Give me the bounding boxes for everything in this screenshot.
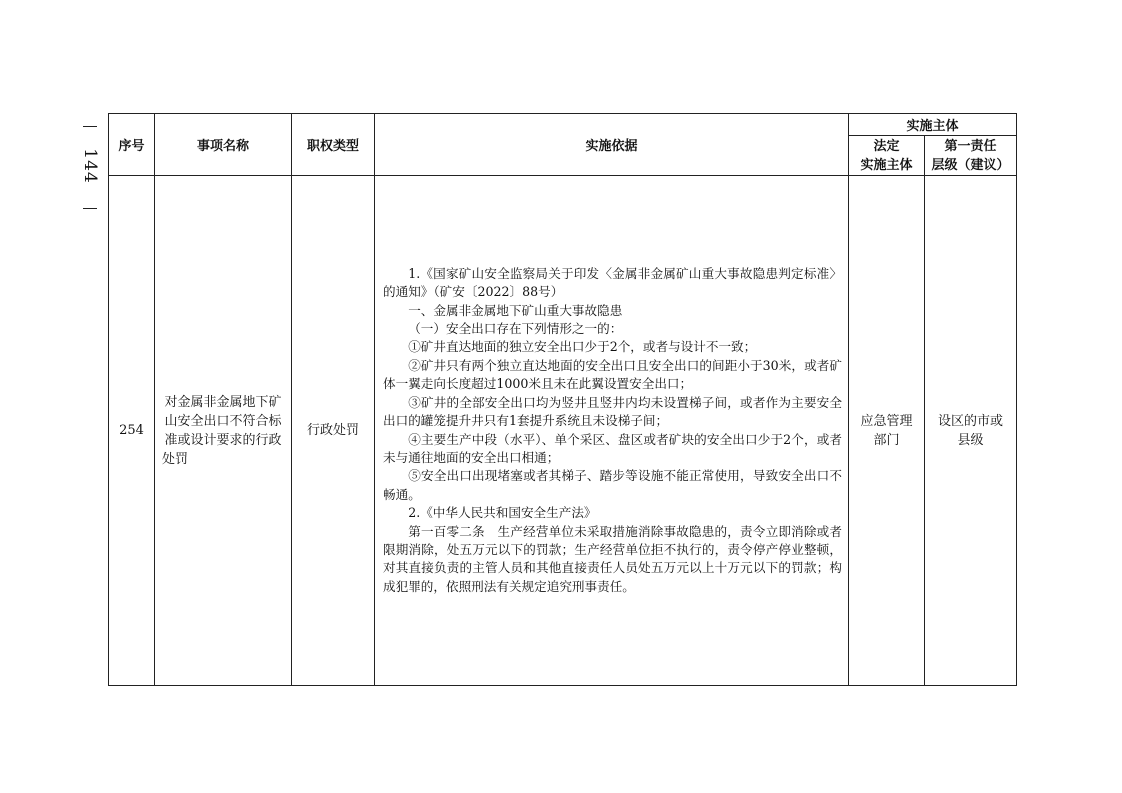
basis-paragraph: ⑤安全出口出现堵塞或者其梯子、踏步等设施不能正常使用，导致安全出口不畅通。 [383, 468, 842, 502]
cell-legal-subject [849, 176, 925, 686]
page-number-dash-top [83, 126, 97, 127]
header-legal-subject-line1: 法定 [873, 138, 900, 154]
basis-paragraph: ④主要生产中段（水平）、单个采区、盘区或者矿块的安全出口少于2个，或者未与通往地面的安全出口相通； [383, 431, 842, 465]
basis-paragraph: 2.《中华人民共和国安全生产法》 [408, 505, 597, 521]
cell-legal-subject-line1: 应急管理 [860, 413, 913, 429]
cell-first-level [925, 176, 1017, 686]
header-legal-subject-line2: 实施主体 [860, 157, 913, 173]
cell-type: 行政处罚 [292, 176, 375, 686]
cell-first-level-line2: 县级 [957, 432, 984, 448]
basis-paragraph: ①矿井直达地面的独立安全出口少于2个，或者与设计不一致； [408, 339, 757, 355]
matters-table [108, 113, 1017, 686]
cell-name: 对金属非金属地下矿山安全出口不符合标准或设计要求的行政处罚 [155, 176, 292, 686]
page-number [78, 118, 102, 218]
header-first-level [925, 136, 1017, 176]
header-seq: 序号 [109, 114, 155, 176]
header-type: 职权类型 [292, 114, 375, 176]
cell-legal-subject-line2: 部门 [873, 432, 900, 448]
table-row [109, 176, 1017, 686]
header-first-level-line1: 第一责任 [944, 138, 997, 154]
basis-paragraph: 第一百零二条 生产经营单位未采取措施消除事故隐患的，责令立即消除或者限期消除，处五万元以下的罚款；生产经营单位拒不执行的，责令停产停业整顿，对其直接负责的主管人员和其他直接责任人员处五万元以上十万元以下的罚款；构成犯罪的，依照刑法有关规定追究刑事责任。 [383, 523, 842, 594]
cell-basis [375, 176, 849, 686]
header-subject: 实施主体 [849, 114, 1017, 136]
header-basis: 实施依据 [375, 114, 849, 176]
basis-paragraph: ②矿井只有两个独立直达地面的安全出口且安全出口的间距小于30米，或者矿体一翼走向长度超过1000米且未在此翼设置安全出口； [383, 357, 842, 392]
basis-paragraph: 一、金属非金属地下矿山重大事故隐患 [408, 302, 623, 318]
basis-paragraph: ③矿井的全部安全出口均为竖井且竖井内均未设置梯子间，或者作为主要安全出口的罐笼提升井只有1套提升系统且未设梯子间； [383, 394, 842, 429]
header-legal-subject [849, 136, 925, 176]
basis-paragraph: 1.《国家矿山安全监察局关于印发〈金属非金属矿山重大事故隐患判定标准〉的通知》（矿安〔2022〕88号） [383, 265, 842, 300]
page-number-text: 144 [80, 148, 100, 184]
header-name: 事项名称 [155, 114, 292, 176]
basis-paragraph: （一）安全出口存在下列情形之一的： [408, 321, 623, 337]
cell-seq: 254 [109, 176, 155, 686]
cell-first-level-line1: 设区的市或 [938, 413, 1004, 429]
page-number-dash-bottom [83, 208, 97, 209]
header-first-level-line2: 层级（建议） [931, 157, 1010, 173]
